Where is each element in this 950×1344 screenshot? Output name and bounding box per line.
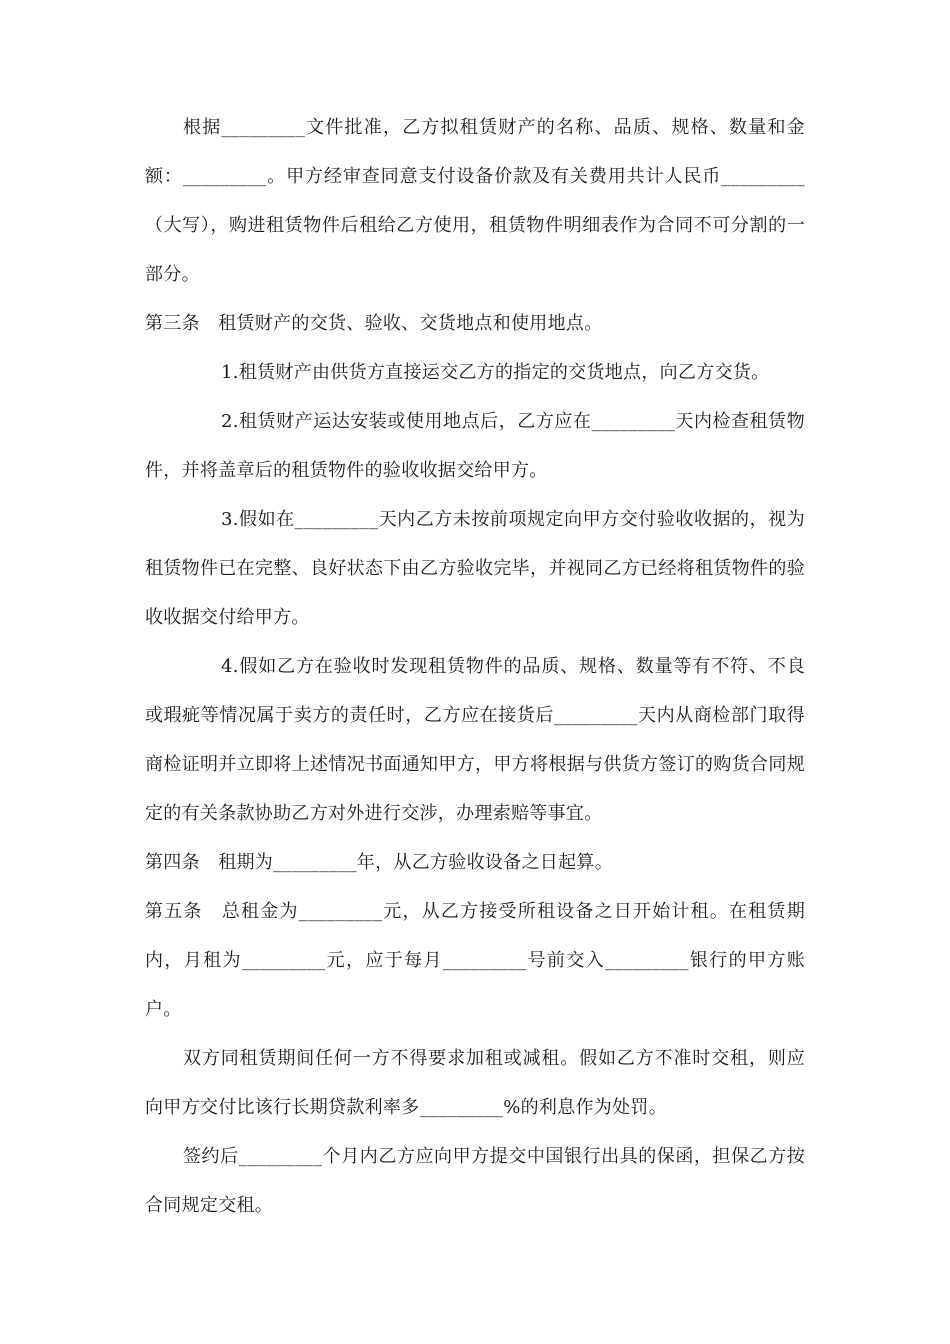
paragraph-guarantee: 签约后_________个月内乙方应向甲方提交中国银行出具的保函，担保乙方按合同规定交租。 [145,1146,805,1216]
paragraph-intro: 根据_________文件批准，乙方拟租赁财产的名称、品质、规格、数量和金额：_________。甲方经审查同意支付设备价款及有关费用共计人民币_________（大写），购进租赁物件后租给乙方使用，租赁物件明细表作为合同不可分割的一部分。 [145,117,805,285]
article-3-item-3: 3.假如在_________天内乙方未按前项规定向甲方交付验收收据的，视为租赁物件已在完整、良好状态下由乙方验收完毕，并视同乙方已经将租赁物件的验收收据交付给甲方。 [145,509,805,628]
article-4: 第四条 租期为_________年，从乙方验收设备之日起算。 [145,852,613,873]
article-5: 第五条 总租金为_________元，从乙方接受所租设备之日开始计租。在租赁期内，月租为_________元，应于每月_________号前交入_________银行的甲方账户。 [145,901,805,1020]
document-body [145,103,805,1230]
article-3-item-4: 4.假如乙方在验收时发现租赁物件的品质、规格、数量等有不符、不良或瑕疵等情况属于卖方的责任时，乙方应在接货后_________天内从商检部门取得商检证明并立即将上述情况书面通知甲方，甲方将根据与供货方签订的购货合同规定的有关条款协助乙方对外进行交涉，办理索赔等事宜。 [145,656,805,824]
article-3-item-1: 1.租赁财产由供货方直接运交乙方的指定的交货地点，向乙方交货。 [221,362,770,383]
paragraph-rent-rule: 双方同租赁期间任何一方不得要求加租或减租。假如乙方不准时交租，则应向甲方交付比该行长期贷款利率多_________%的利息作为处罚。 [145,1048,805,1118]
article-3-item-2: 2.租赁财产运达安装或使用地点后，乙方应在_________天内检查租赁物件，并将盖章后的租赁物件的验收收据交给甲方。 [145,411,805,481]
article-3-heading: 第三条 租赁财产的交货、验收、交货地点和使用地点。 [145,313,603,334]
